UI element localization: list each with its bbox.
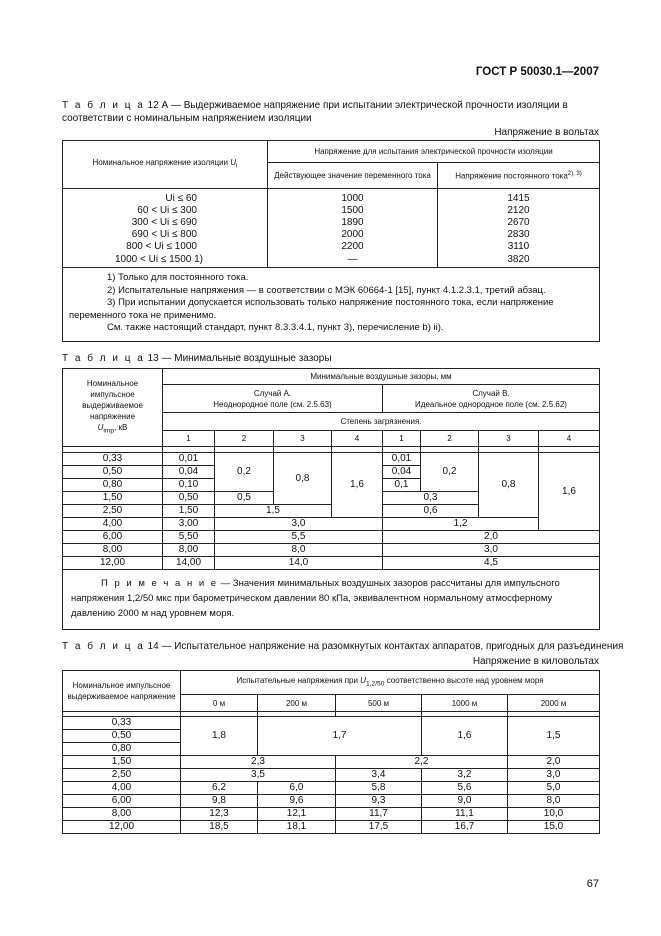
- footnote-2: 2) Испытательные напряжения — в соответствии с МЭК 60664-1 [15], пункт 4.1.2.3.1, третий абзац.: [107, 284, 546, 296]
- header-rated-impulse: Номинальное импульсное выдерживаемое напряжение: [63, 671, 181, 712]
- pollution-degree: 4: [539, 431, 600, 447]
- caption-text: 12 А — Выдерживаемое напряжение при испытании электрической прочности изоляции в соответствии с номинальным напряжением изоляции: [62, 100, 568, 124]
- header-case-a: Случай А. Неоднородное поле (см. 2.5.63): [163, 385, 383, 413]
- pollution-degree: 3: [274, 431, 332, 447]
- table-13-caption: Т а б л и ц а 13 — Минимальные воздушные зазоры: [62, 353, 332, 364]
- table-12a-notes: [63, 268, 600, 342]
- table-13-note: П р и м е ч а н и е — Значения минимальных воздушных зазоров рассчитаны для импульсного напряжения 1,2/50 мкс при барометрическом давлении 80 кПа, эквивалентном нормальному атмосферному давлению 2000 м над уровнем моря.: [63, 570, 600, 630]
- table-12a-caption: [62, 99, 600, 125]
- table-row-nominal: 300 < Ui ≤ 690: [63, 217, 268, 229]
- table-row-nominal: 60 < Ui ≤ 300: [63, 205, 268, 217]
- footnote-3: 3) При испытании допускается использовать только напряжение постоянного тока, если напряжение переменного тока не применимо.: [69, 297, 554, 321]
- pollution-degree: 1: [383, 431, 421, 447]
- header-min-clearances: Минимальные воздушные зазоры, мм: [163, 369, 600, 385]
- altitude-header: 500 м: [336, 695, 422, 712]
- header-pollution-degree: Степень загрязнения.: [163, 413, 600, 431]
- altitude-header: 2000 м: [508, 695, 600, 712]
- header-nominal-voltage: Номинальное напряжение изоляции $U_i$: [63, 141, 268, 189]
- table-row-nominal: 690 < Ui ≤ 800: [63, 229, 268, 241]
- altitude-header: 200 м: [258, 695, 336, 712]
- table-12a: Номинальное напряжение изоляции $U_i$ Напряжение для испытания электрической прочности изоляции Действующее значение переменного тока Напряжение постоянного тока$^{2), 3)}$ Ui ≤ 60 1000 1415 60 < Ui ≤ 300 1500 2120 300 < Ui ≤ 690 1890 2670 690 < Ui ≤ 800 2000 2830 800 < Ui ≤ 1000 2200 3110 1000 < Ui ≤ 1500 1) — 3820 1) Только для постоянного тока. 2) Испытательные напряжения — в соответствии с МЭК 60664-1 [15], пункт 4.1.2.3.1, третий абзац. 3) При испытании допускается использовать только напряжение постоянного тока, если напряжение переменного тока не применимо. См. также настоящий стандарт, пункт 8.3.3.4.1, пункт 3), перечисление b) ii).: [62, 140, 600, 342]
- header-rated-impulse: Номинальное импульсное выдерживаемое напряжение $U_{imp}$, кВ: [63, 369, 163, 447]
- document-id: ГОСТ Р 50030.1—2007: [475, 66, 599, 78]
- header-test-voltages: Испытательные напряжения при $U_{1,2/50}$ соответственно высоте над уровнем моря: [181, 671, 600, 695]
- table-14-unit: Напряжение в киловольтах: [472, 656, 599, 667]
- pollution-degree: 2: [421, 431, 479, 447]
- pollution-degree: 3: [479, 431, 539, 447]
- header-ac-rms: Действующее значение переменного тока: [268, 163, 438, 189]
- table-row-nominal: Ui ≤ 60: [63, 193, 268, 205]
- table-14-caption: Т а б л и ц а 14 — Испытательное напряжение на разомкнутых контактах аппаратов, пригодных для разъединения: [62, 641, 624, 652]
- pollution-degree: 2: [215, 431, 274, 447]
- caption-lead: Т а б л и ц а: [62, 100, 145, 111]
- header-test-voltage: Напряжение для испытания электрической прочности изоляции: [268, 141, 600, 163]
- table-13: Номинальное импульсное выдерживаемое напряжение $U_{imp}$, кВ Минимальные воздушные зазоры, мм Случай А. Неоднородное поле (см. 2.5.63) Случай В. Идеальное однородное поле (см. 2.5.62) Степень загрязнения. 1 2 3 4 1 2 3 4 0,33 0,01 0,2 0,8 1,6 0,01 0,2 0,8 1,6 0,50 0,04 0,04 0,80 0,10 0,1 1,50 0,50 0,5 0,3 2,50 1,50 1,5 0,6 4,00 3,00 3,0 1,2 6,00 5,50 5,5 2,0 8,00 8,00 8,0 3,0 12,00 14,00 14,0 4,5 П р и м е ч а н и е — Значения минимальных воздушных зазоров рассчитаны для импульсного напряжения 1,2/50 мкс при барометрическом давлении 80 кПа, эквивалентном нормальному атмосферному давлению 2000 м над уровнем моря.: [62, 368, 600, 630]
- altitude-header: 0 м: [181, 695, 258, 712]
- pollution-degree: 4: [332, 431, 383, 447]
- header-dc: Напряжение постоянного тока$^{2), 3)}$: [438, 163, 600, 189]
- page-number: 67: [586, 878, 599, 890]
- table-14: Номинальное импульсное выдерживаемое напряжение Испытательные напряжения при $U_{1,2/50}$ соответственно высоте над уровнем моря 0 м 200 м 500 м 1000 м 2000 м 0,33 1,8 1,7 1,6 1,5 0,50 0,80 1,50 2,3 2,2 2,0 2,50 3,5 3,4 3,2 3,0 4,00 6,2 6,0 5,8 5,6 5,0 6,00 9,8 9,6 9,3 9,0 8,0 8,00 12,3 12,1 11,7 11,1 10,0 12,00 18,5 18,1 17,5 16,7 15,0: [62, 670, 600, 834]
- pollution-degree: 1: [163, 431, 215, 447]
- table-12a-unit: Напряжение в вольтах: [494, 127, 599, 138]
- table-row-nominal: 1000 < Ui ≤ 1500 1): [63, 253, 268, 268]
- footnote-1: 1) Только для постоянного тока.: [107, 272, 249, 283]
- table-row-nominal: 800 < Ui ≤ 1000: [63, 241, 268, 253]
- see-also-note: См. также настоящий стандарт, пункт 8.3.3.4.1, пункт 3), перечисление b) ii).: [107, 322, 444, 333]
- altitude-header: 1000 м: [422, 695, 508, 712]
- header-case-b: Случай В. Идеальное однородное поле (см. 2.5.62): [383, 385, 600, 413]
